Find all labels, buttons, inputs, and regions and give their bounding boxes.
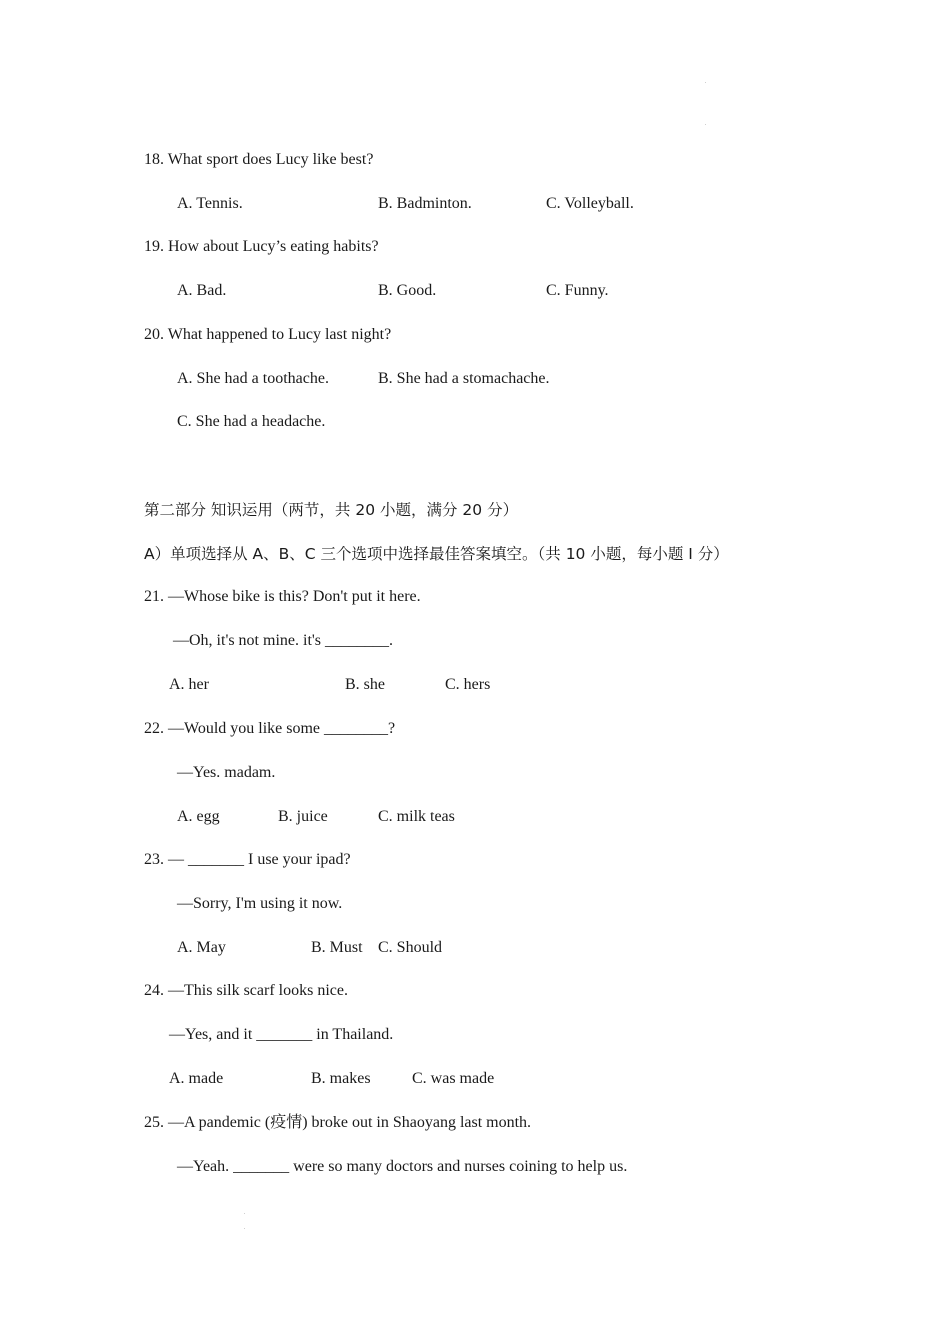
- question-20-stem: 20. What happened to Lucy last night?: [144, 326, 392, 343]
- question-24-option-c: C. was made: [412, 1070, 495, 1087]
- section-instruction: A）单项选择从 A、B、C 三个选项中选择最佳答案填空。（共 10 小题，每小题 I 分）: [144, 545, 729, 563]
- scan-artifact: [705, 124, 706, 125]
- question-18-option-a: A. Tennis.: [177, 195, 243, 212]
- question-22-line-2: —Yes. madam.: [177, 764, 276, 781]
- question-23-option-b: B. Must: [311, 939, 363, 956]
- question-20-option-a: A. She had a toothache.: [177, 370, 329, 387]
- question-22-option-a: A. egg: [177, 808, 220, 825]
- question-21-line-2: —Oh, it's not mine. it's ________.: [173, 632, 393, 649]
- question-25-line-1: 25. —A pandemic (疫情) broke out in Shaoyang last month.: [144, 1114, 532, 1131]
- question-23-option-c: C. Should: [378, 939, 443, 956]
- question-24-option-b: B. makes: [311, 1070, 371, 1087]
- question-19-option-a: A. Bad.: [177, 282, 227, 299]
- question-21-line-1: 21. —Whose bike is this? Don't put it here.: [144, 588, 421, 605]
- question-21-option-c: C. hers: [445, 676, 491, 693]
- question-21-option-b: B. she: [345, 676, 385, 693]
- question-22-option-c: C. milk teas: [378, 808, 455, 825]
- scan-artifact: [705, 82, 706, 83]
- question-20-option-c: C. She had a headache.: [177, 413, 326, 430]
- question-24-line-2: —Yes, and it _______ in Thailand.: [169, 1026, 394, 1043]
- question-23-line-1: 23. — _______ I use your ipad?: [144, 851, 351, 868]
- question-18-option-b: B. Badminton.: [378, 195, 472, 212]
- section-heading: 第二部分 知识运用（两节，共 20 小题，满分 20 分）: [144, 501, 519, 519]
- scan-artifact: [244, 1213, 245, 1214]
- question-23-option-a: A. May: [177, 939, 226, 956]
- question-25-line-2: —Yeah. _______ were so many doctors and nurses coining to help us.: [177, 1158, 628, 1175]
- question-22-option-b: B. juice: [278, 808, 328, 825]
- question-18-stem: 18. What sport does Lucy like best?: [144, 151, 374, 168]
- question-24-option-a: A. made: [169, 1070, 224, 1087]
- question-19-option-c: C. Funny.: [546, 282, 609, 299]
- question-24-line-1: 24. —This silk scarf looks nice.: [144, 982, 348, 999]
- question-22-line-1: 22. —Would you like some ________?: [144, 720, 396, 737]
- scan-artifact: [244, 1228, 245, 1229]
- question-19-option-b: B. Good.: [378, 282, 437, 299]
- question-19-stem: 19. How about Lucy’s eating habits?: [144, 238, 379, 255]
- question-23-line-2: —Sorry, I'm using it now.: [177, 895, 343, 912]
- question-20-option-b: B. She had a stomachache.: [378, 370, 550, 387]
- question-18-option-c: C. Volleyball.: [546, 195, 634, 212]
- question-21-option-a: A. her: [169, 676, 209, 693]
